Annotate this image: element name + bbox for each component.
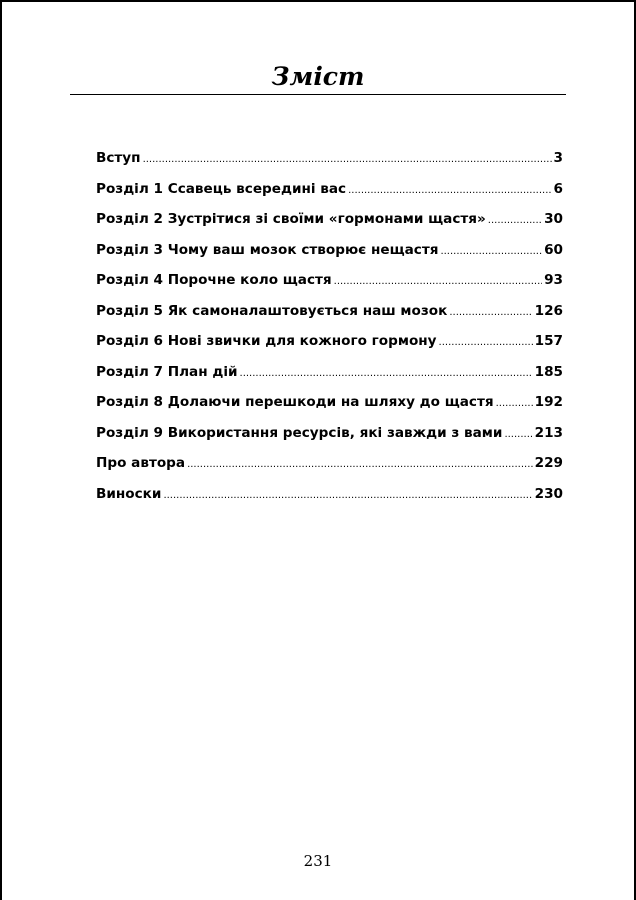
toc-entry-chapter-5[interactable] [96, 303, 563, 334]
toc-entry-page: 93 [544, 272, 563, 288]
toc-entry-title: Розділ 4 Порочне коло щастя [96, 272, 332, 288]
toc-entry-chapter-6[interactable] [96, 333, 563, 364]
toc-entry-page: 213 [534, 424, 563, 441]
toc-entry-footnotes[interactable] [96, 486, 563, 517]
toc-entry-chapter-9[interactable] [96, 425, 563, 456]
toc-entry-page: 6 [553, 180, 563, 197]
toc-entry-about-author[interactable] [96, 455, 563, 486]
toc-entry-title: Виноски [96, 485, 162, 502]
toc-entry-chapter-7[interactable] [96, 364, 563, 395]
toc-entry-intro[interactable] [96, 150, 563, 181]
toc-entry-chapter-2[interactable] [96, 211, 563, 242]
toc-dot-leader [143, 154, 552, 165]
toc-entry-page: 60 [544, 241, 563, 258]
toc-entry-title: Розділ 6 Нові звички для кожного гормону [96, 333, 437, 349]
toc-entry-chapter-3[interactable] [96, 242, 563, 273]
toc-dot-leader [334, 276, 542, 287]
toc-entry-title: Розділ 5 Як самоналаштовується наш мозок [96, 302, 448, 319]
toc-entry-page: 157 [534, 333, 563, 349]
toc-entry-title: Про автора [96, 455, 186, 471]
toc-dot-leader [496, 398, 533, 409]
page-number: 231 [303, 852, 333, 870]
toc-entry-title: Розділ 1 Ссавець всередині вас [96, 180, 347, 197]
toc-entry-chapter-1[interactable] [96, 181, 563, 212]
toc-entry-page: 229 [534, 455, 563, 471]
table-of-contents [96, 150, 563, 516]
toc-entry-title: Вступ [96, 150, 141, 166]
toc-dot-leader [504, 429, 532, 440]
toc-entry-page: 185 [534, 363, 563, 380]
toc-dot-leader [449, 307, 532, 318]
toc-entry-title: Розділ 9 Використання ресурсів, які завжди з вами [96, 424, 503, 441]
toc-dot-leader [440, 246, 542, 257]
toc-entry-chapter-4[interactable] [96, 272, 563, 303]
toc-dot-leader [187, 459, 533, 470]
toc-dot-leader [240, 368, 533, 379]
toc-entry-page: 30 [544, 211, 563, 227]
toc-dot-leader [439, 337, 533, 348]
toc-entry-chapter-8[interactable] [96, 394, 563, 425]
toc-entry-title: Розділ 3 Чому ваш мозок створює нещастя [96, 241, 439, 258]
toc-entry-page: 126 [534, 302, 563, 319]
toc-entry-title: Розділ 7 План дій [96, 363, 238, 380]
toc-dot-leader [488, 215, 542, 226]
toc-entry-page: 230 [534, 485, 563, 502]
page-title: Зміст [271, 62, 365, 91]
toc-dot-leader [163, 490, 532, 501]
toc-entry-page: 3 [553, 150, 563, 166]
toc-entry-title: Розділ 2 Зустрітися зі своїми «гормонами щастя» [96, 211, 486, 227]
title-divider [70, 94, 566, 95]
toc-dot-leader [348, 185, 551, 196]
toc-entry-page: 192 [534, 394, 563, 410]
toc-entry-title: Розділ 8 Долаючи перешкоди на шляху до щастя [96, 394, 494, 410]
